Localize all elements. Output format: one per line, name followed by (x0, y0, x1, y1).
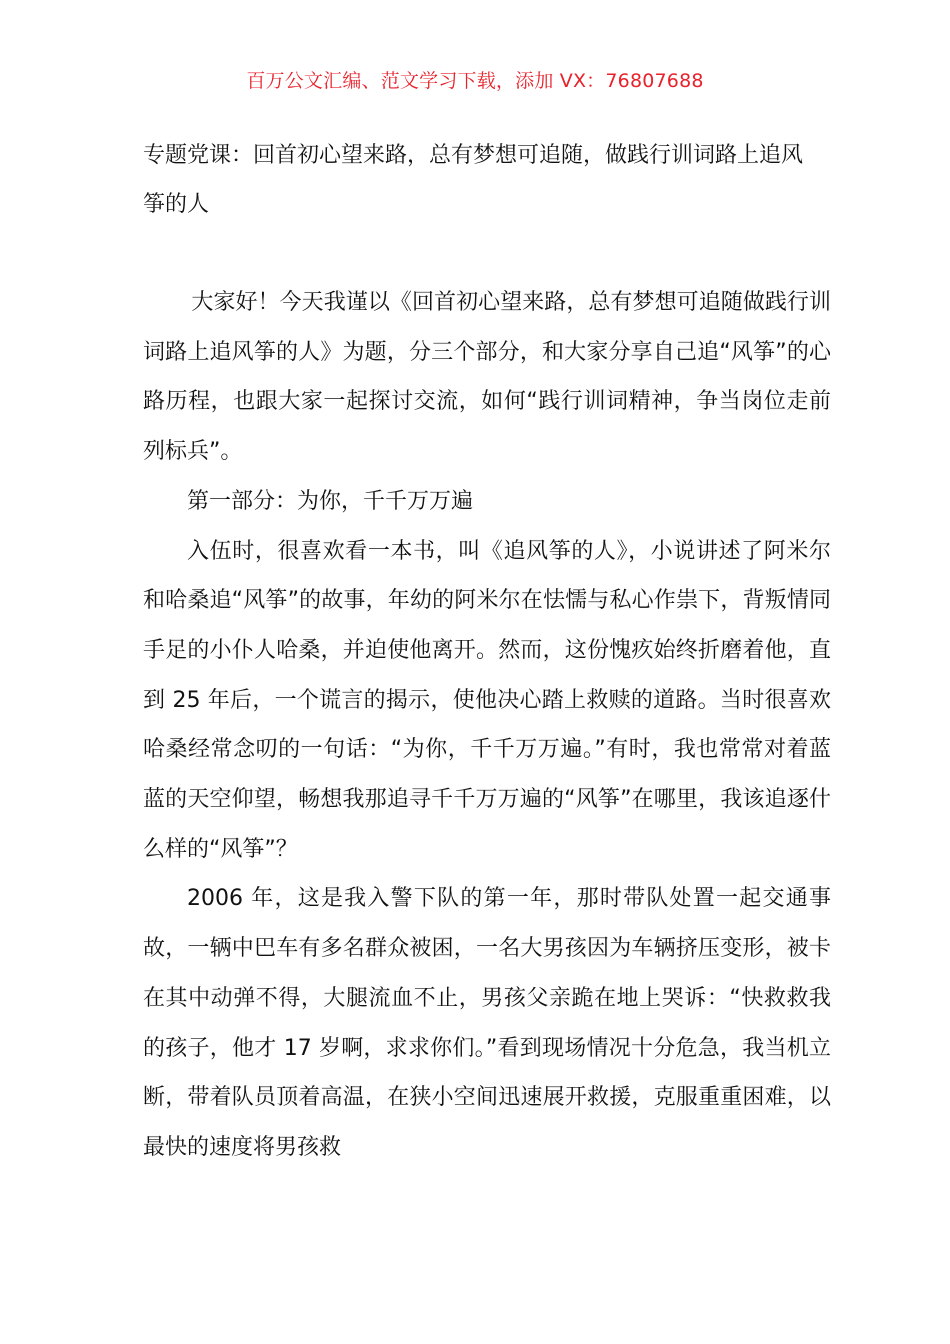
document-body (143, 278, 831, 1173)
watermark-header: 百万公文汇编、范文学习下载，添加 VX：76807688 (246, 70, 704, 92)
paragraph-intro: 大家好！今天我谨以《回首初心望来路，总有梦想可追随做践行训词路上追风筝的人》为题，分三个部分，和大家分享自己追“风筝”的心路历程，也跟大家一起探讨交流，如何“践行训词精神，争当岗位走前列标兵”。 (143, 290, 831, 465)
paragraph-rescue: 2006 年，这是我入警下队的第一年，那时带队处置一起交通事故，一辆中巴车有多名群众被困，一名大男孩因为车辆挤压变形，被卡在其中动弹不得，大腿流血不止，男孩父亲跪在地上哭诉：“快救救我的孩子，他才 17 岁啊，求求你们。”看到现场情况十分危急，我当机立断，带着队员顶着高温，在狭小空间迅速展开救援，克服重重困难，以最快的速度将男孩救 (143, 886, 831, 1160)
document-title: 专题党课：回首初心望来路，总有梦想可追随，做践行训词路上追风筝的人 (143, 143, 804, 217)
section-heading: 第一部分：为你，千千万万遍 (187, 488, 474, 514)
paragraph-book: 入伍时，很喜欢看一本书，叫《追风筝的人》，小说讲述了阿米尔和哈桑追“风筝”的故事，年幼的阿米尔在怯懦与私心作祟下，背叛情同手足的小仆人哈桑，并迫使他离开。然而，这份愧疚始终折磨着他，直到 25 年后，一个谎言的揭示，使他决心踏上救赎的道路。当时很喜欢哈桑经常念叨的一句话：“为你，千千万万遍。”有时，我也常常对着蓝蓝的天空仰望，畅想我那追寻千千万万遍的“风筝”在哪里，我该追逐什么样的“风筝”？ (143, 538, 831, 862)
